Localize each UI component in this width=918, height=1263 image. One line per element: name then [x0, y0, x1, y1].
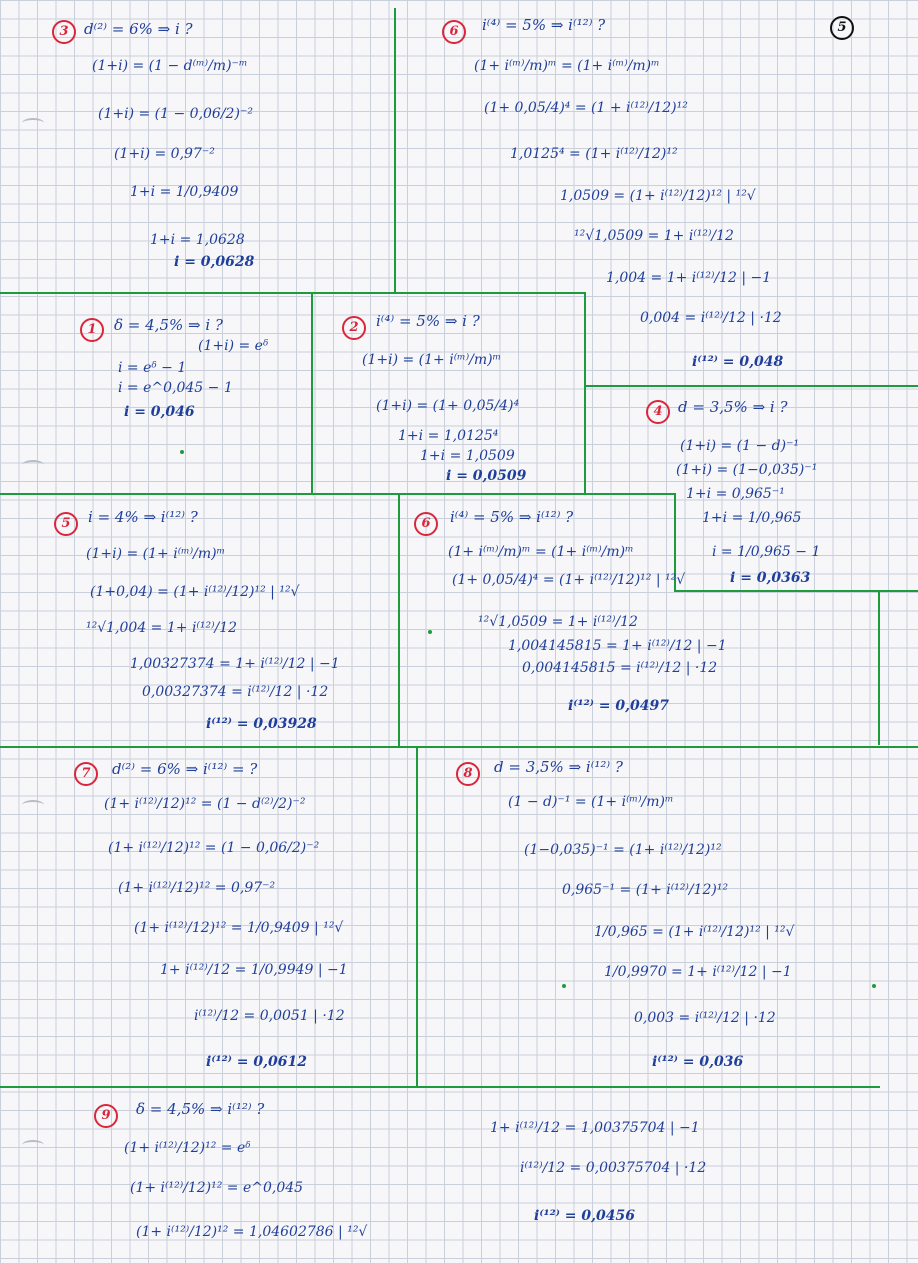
equation-line: (1+0,04) = (1+ i⁽¹²⁾/12)¹² | ¹²√: [90, 584, 300, 600]
divider-line: [674, 590, 918, 592]
equation-line: 1,00327374 = 1+ i⁽¹²⁾/12 | −1: [130, 656, 340, 672]
equation-line: 1/0,965 = (1+ i⁽¹²⁾/12)¹² | ¹²√: [594, 924, 795, 940]
equation-line: (1+i) = (1−0,035)⁻¹: [676, 462, 818, 478]
answer-line: i⁽¹²⁾ = 0,036: [652, 1054, 744, 1070]
equation-line: 0,004 = i⁽¹²⁾/12 | ·12: [640, 310, 782, 326]
problem-heading: i⁽⁴⁾ = 5% ⇒ i⁽¹²⁾ ?: [482, 16, 606, 34]
equation-line: (1+ i⁽¹²⁾/12)¹² = (1 − 0,06/2)⁻²: [108, 840, 320, 856]
divider-line: [0, 746, 918, 748]
answer-line: i = 0,0363: [730, 570, 811, 586]
equation-line: (1+ i⁽¹²⁾/12)¹² = (1 − d⁽²⁾/2)⁻²: [104, 796, 306, 812]
equation-line: 0,965⁻¹ = (1+ i⁽¹²⁾/12)¹²: [562, 882, 729, 898]
problem-heading: d = 3,5% ⇒ i ?: [678, 398, 788, 416]
divider-line: [584, 385, 918, 387]
equation-line: 0,003 = i⁽¹²⁾/12 | ·12: [634, 1010, 776, 1026]
equation-line: (1+ i⁽¹²⁾/12)¹² = eᵟ: [124, 1140, 251, 1156]
equation-line: 1+i = 0,965⁻¹: [686, 486, 785, 502]
equation-line: (1+i) = (1+ 0,05/4)⁴: [376, 398, 520, 414]
problem-number: 3: [52, 20, 76, 44]
equation-line: (1+ i⁽¹²⁾/12)¹² = 1,04602786 | ¹²√: [136, 1224, 368, 1240]
equation-line: (1−0,035)⁻¹ = (1+ i⁽¹²⁾/12)¹²: [524, 842, 722, 858]
answer-line: i⁽¹²⁾ = 0,048: [692, 354, 784, 370]
equation-line: ¹²√1,0509 = 1+ i⁽¹²⁾/12: [574, 228, 734, 244]
problem-number: 6: [442, 20, 466, 44]
equation-line: 1,0125⁴ = (1+ i⁽¹²⁾/12)¹²: [510, 146, 678, 162]
equation-line: (1+i) = (1+ i⁽ᵐ⁾/m)ᵐ: [362, 352, 502, 368]
problem-heading: d = 3,5% ⇒ i⁽¹²⁾ ?: [494, 758, 623, 776]
answer-line: i⁽¹²⁾ = 0,0456: [534, 1208, 635, 1224]
answer-line: i⁽¹²⁾ = 0,0497: [568, 698, 669, 714]
equation-line: i = e^0,045 − 1: [118, 380, 233, 396]
equation-line: (1+i) = (1 − 0,06/2)⁻²: [98, 106, 253, 122]
equation-line: 1+i = 1,0125⁴: [398, 428, 499, 444]
punch-hole-mark: [22, 460, 44, 470]
equation-line: i = 1/0,965 − 1: [712, 544, 821, 560]
equation-line: 1+i = 1,0509: [420, 448, 515, 464]
ink-dot: [872, 984, 876, 988]
problem-number: 8: [456, 762, 480, 786]
equation-line: 1+ i⁽¹²⁾/12 = 1/0,9949 | −1: [160, 962, 348, 978]
answer-line: i = 0,046: [124, 404, 195, 420]
equation-line: ¹²√1,004 = 1+ i⁽¹²⁾/12: [86, 620, 238, 636]
punch-hole-mark: [22, 1140, 44, 1150]
answer-line: i = 0,0509: [446, 468, 527, 484]
equation-line: (1+ i⁽¹²⁾/12)¹² = 1/0,9409 | ¹²√: [134, 920, 344, 936]
page-number-badge: 5: [830, 16, 854, 40]
problem-heading: δ = 4,5% ⇒ i⁽¹²⁾ ?: [136, 1100, 265, 1118]
equation-line: (1+ i⁽¹²⁾/12)¹² = 0,97⁻²: [118, 880, 276, 896]
equation-line: (1+ i⁽ᵐ⁾/m)ᵐ = (1+ i⁽ᵐ⁾/m)ᵐ: [474, 58, 660, 74]
equation-line: (1+i) = (1 − d)⁻¹: [680, 438, 800, 454]
equation-line: (1+i) = eᵟ: [198, 338, 269, 354]
equation-line: (1+ 0,05/4)⁴ = (1 + i⁽¹²⁾/12)¹²: [484, 100, 688, 116]
problem-heading: i⁽⁴⁾ = 5% ⇒ i ?: [376, 312, 480, 330]
equation-line: i⁽¹²⁾/12 = 0,0051 | ·12: [194, 1008, 345, 1024]
equation-line: (1+i) = 0,97⁻²: [114, 146, 215, 162]
equation-line: ¹²√1,0509 = 1+ i⁽¹²⁾/12: [478, 614, 638, 630]
equation-line: 1/0,9970 = 1+ i⁽¹²⁾/12 | −1: [604, 964, 792, 980]
punch-hole-mark: [22, 118, 44, 128]
divider-line: [0, 1086, 880, 1088]
problem-heading: i = 4% ⇒ i⁽¹²⁾ ?: [88, 508, 198, 526]
problem-number: 5: [54, 512, 78, 536]
equation-line: 0,004145815 = i⁽¹²⁾/12 | ·12: [522, 660, 718, 676]
problem-number: 7: [74, 762, 98, 786]
equation-line: 1+i = 1/0,9409: [130, 184, 239, 200]
divider-line: [0, 493, 676, 495]
equation-line: (1+ i⁽¹²⁾/12)¹² = e^0,045: [130, 1180, 304, 1196]
ink-dot: [562, 984, 566, 988]
answer-line: i⁽¹²⁾ = 0,0612: [206, 1054, 307, 1070]
equation-line: i = eᵟ − 1: [118, 360, 187, 376]
equation-line: (1+ 0,05/4)⁴ = (1+ i⁽¹²⁾/12)¹² | ¹²√: [452, 572, 686, 588]
divider-line: [878, 590, 880, 745]
divider-line: [311, 292, 313, 495]
problem-number: 9: [94, 1104, 118, 1128]
divider-line: [398, 493, 400, 748]
problem-heading: d⁽²⁾ = 6% ⇒ i ?: [84, 20, 193, 38]
problem-heading: d⁽²⁾ = 6% ⇒ i⁽¹²⁾ = ?: [112, 760, 258, 778]
problem-number: 4: [646, 400, 670, 424]
answer-line: i = 0,0628: [174, 254, 255, 270]
problem-heading: i⁽⁴⁾ = 5% ⇒ i⁽¹²⁾ ?: [450, 508, 574, 526]
punch-hole-mark: [22, 800, 44, 810]
equation-line: 1,004145815 = 1+ i⁽¹²⁾/12 | −1: [508, 638, 727, 654]
equation-line: 1,004 = 1+ i⁽¹²⁾/12 | −1: [606, 270, 772, 286]
equation-line: (1 − d)⁻¹ = (1+ i⁽ᵐ⁾/m)ᵐ: [508, 794, 674, 810]
equation-line: i⁽¹²⁾/12 = 0,00375704 | ·12: [520, 1160, 707, 1176]
equation-line: (1+i) = (1 − d⁽ᵐ⁾/m)⁻ᵐ: [92, 58, 248, 74]
equation-line: (1+ i⁽ᵐ⁾/m)ᵐ = (1+ i⁽ᵐ⁾/m)ᵐ: [448, 544, 634, 560]
equation-line: 1+i = 1/0,965: [702, 510, 802, 526]
answer-line: i⁽¹²⁾ = 0,03928: [206, 716, 317, 732]
equation-line: 1+i = 1,0628: [150, 232, 245, 248]
divider-line: [416, 746, 418, 1086]
divider-line: [394, 8, 396, 293]
problem-number: 1: [80, 318, 104, 342]
equation-line: 0,00327374 = i⁽¹²⁾/12 | ·12: [142, 684, 329, 700]
problem-number: 2: [342, 316, 366, 340]
divider-line: [584, 292, 586, 495]
problem-heading: δ = 4,5% ⇒ i ?: [114, 316, 223, 334]
problem-number: 6: [414, 512, 438, 536]
equation-line: 1+ i⁽¹²⁾/12 = 1,00375704 | −1: [490, 1120, 700, 1136]
divider-line: [0, 292, 585, 294]
ink-dot: [180, 450, 184, 454]
ink-dot: [428, 630, 432, 634]
equation-line: 1,0509 = (1+ i⁽¹²⁾/12)¹² | ¹²√: [560, 188, 756, 204]
equation-line: (1+i) = (1+ i⁽ᵐ⁾/m)ᵐ: [86, 546, 226, 562]
